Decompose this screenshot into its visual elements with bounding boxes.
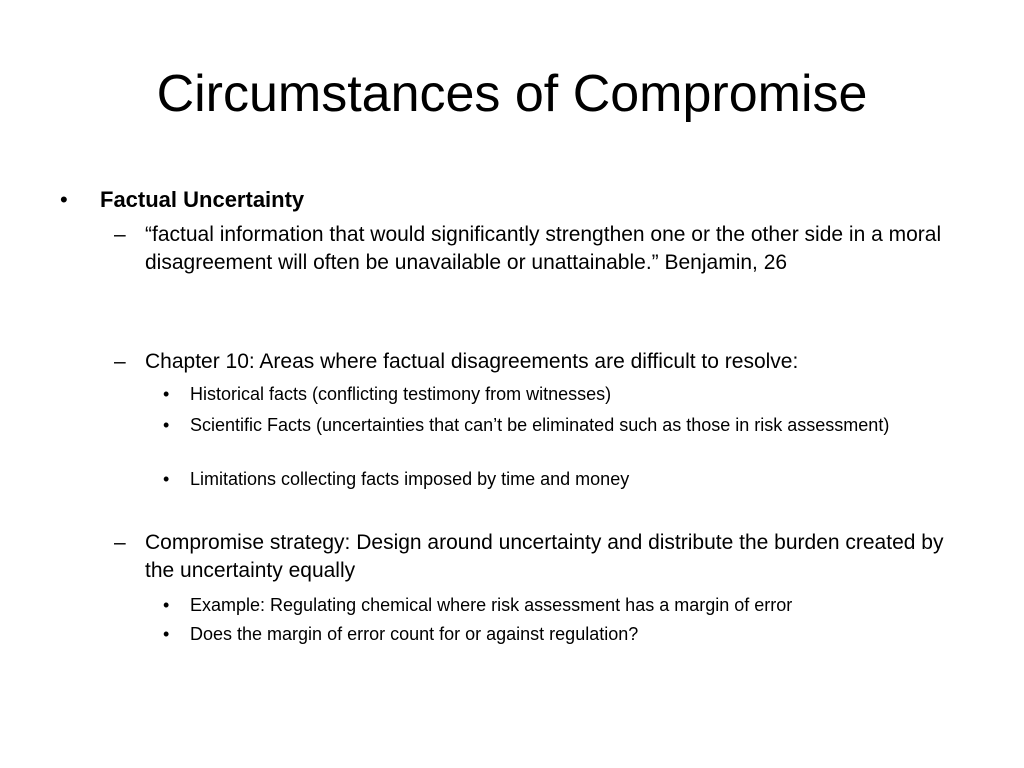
historical-facts-item: Historical facts (conflicting testimony from witnesses) — [190, 384, 612, 404]
chapter-10-item: Chapter 10: Areas where factual disagreements are difficult to resolve: — [145, 350, 799, 373]
limitations-item: Limitations collecting facts imposed by time and money — [190, 469, 630, 489]
bullet-factual-uncertainty: Factual Uncertainty — [100, 187, 305, 212]
quote-benjamin: “factual information that would significantly strengthen one or the other side in a moral disagreement will often be unavailable or unattainable.” Benjamin, 26 — [145, 223, 942, 274]
sub-bullet-marker: • — [163, 415, 170, 435]
dash-marker: – — [114, 350, 126, 373]
sub-bullet-marker: • — [163, 595, 170, 615]
bullet-marker: • — [60, 187, 68, 212]
sub-bullet-marker: • — [163, 469, 170, 489]
dash-marker: – — [114, 223, 126, 246]
example-item: Example: Regulating chemical where risk assessment has a margin of error — [190, 595, 793, 615]
slide-title: Circumstances of Compromise — [156, 65, 868, 123]
margin-of-error-question: Does the margin of error count for or against regulation? — [190, 624, 639, 644]
dash-marker: – — [114, 531, 126, 554]
scientific-facts-item: Scientific Facts (uncertainties that can’t be eliminated such as those in risk assessment) — [190, 415, 890, 435]
sub-bullet-marker: • — [163, 624, 170, 644]
sub-bullet-marker: • — [163, 384, 170, 404]
compromise-strategy-item: Compromise strategy: Design around uncertainty and distribute the burden created by the uncertainty equally — [145, 531, 944, 582]
